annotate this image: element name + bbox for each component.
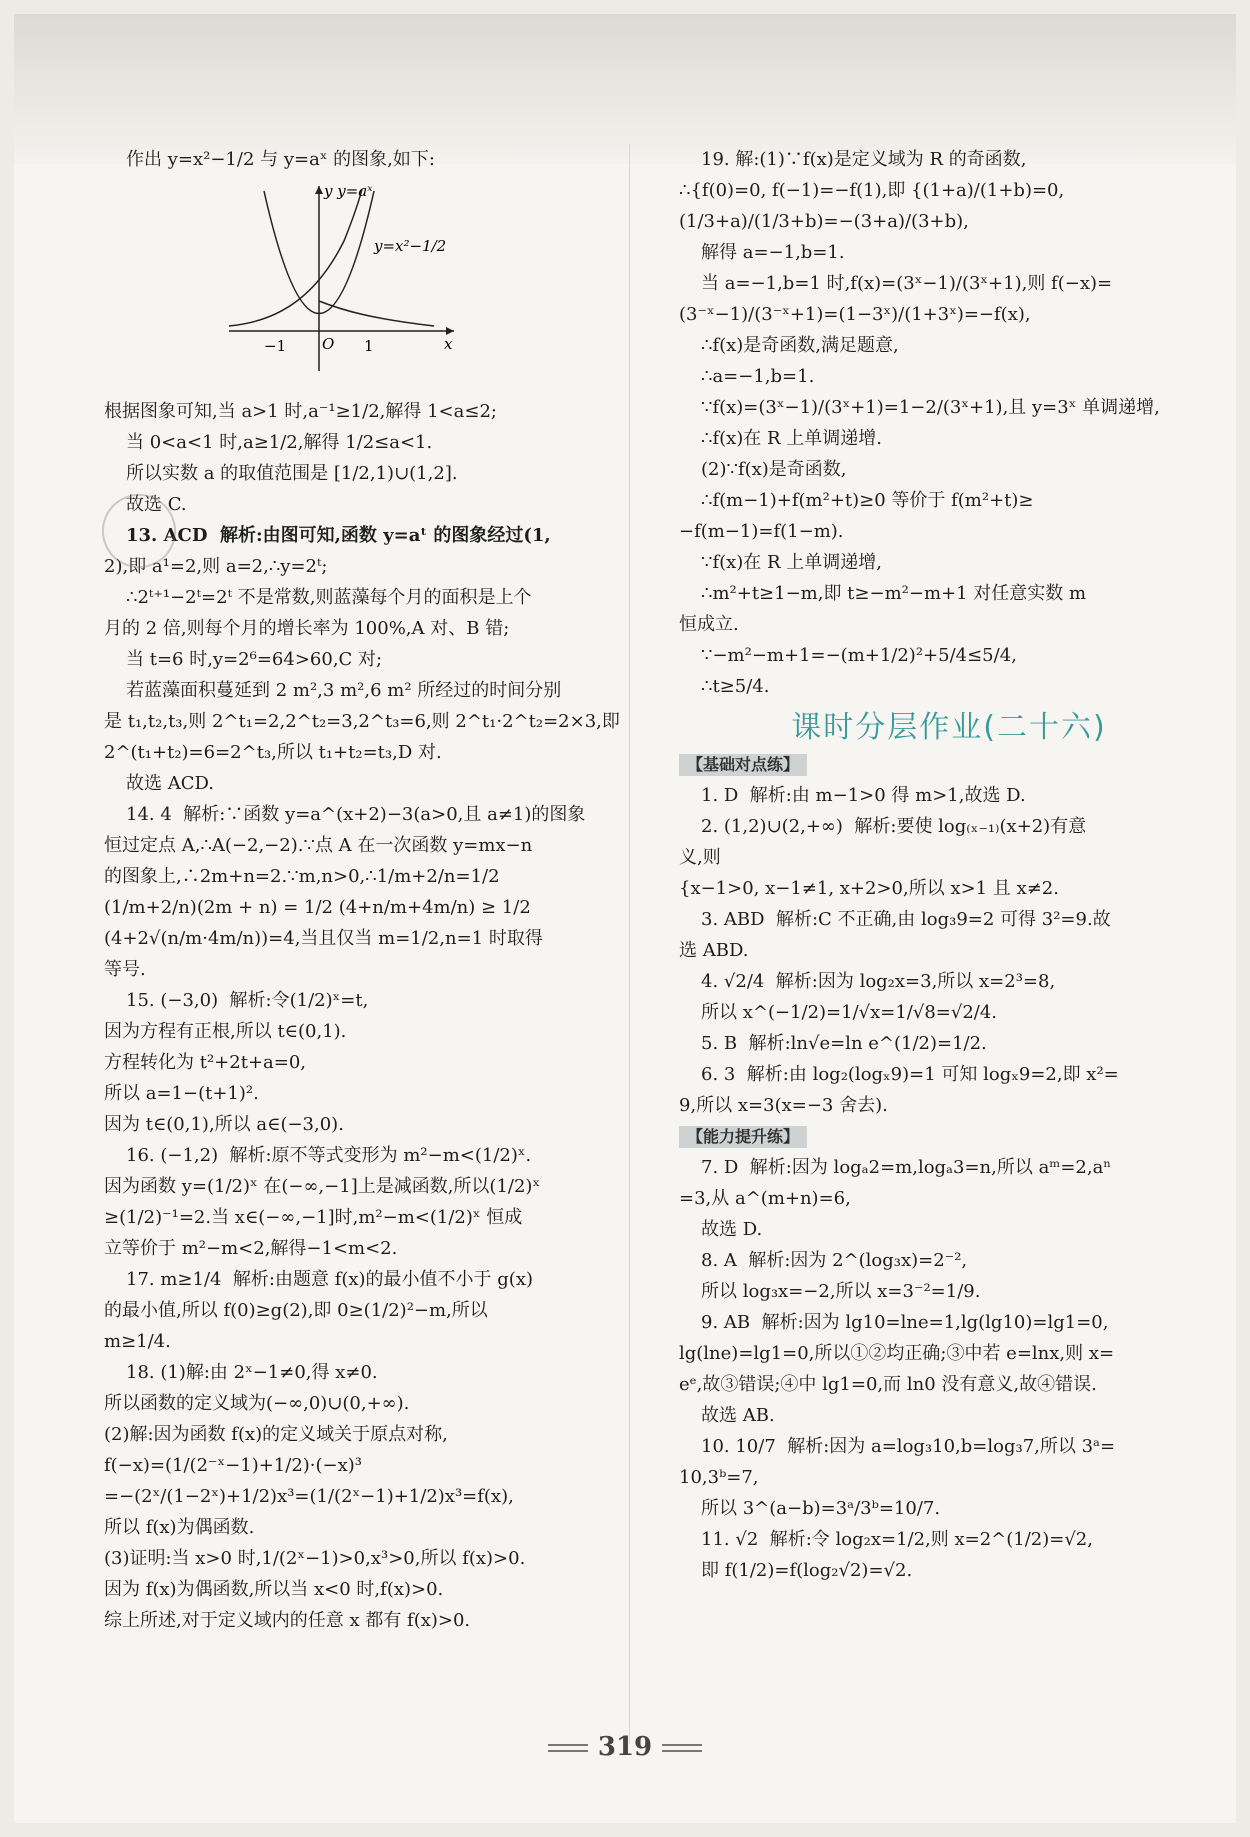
text-line: 当 0<a<1 时,a≥1/2,解得 1/2≤a<1. (126, 432, 433, 453)
text-line: (2)∵f(x)是奇函数, (701, 459, 847, 480)
text-line: 4. √2/4 解析:因为 log₂x=3,所以 x=2³=8, (701, 971, 1056, 992)
page-number-rule-left (548, 1744, 588, 1752)
text-line: ∴2ᵗ⁺¹−2ᵗ=2ᵗ 不是常数,则蓝藻每个月的面积是上个 (126, 587, 532, 608)
text-line: 所以 3^(a−b)=3ᵃ/3ᵇ=10/7. (701, 1498, 941, 1519)
text-line: 恒过定点 A,∴A(−2,−2).∵点 A 在一次函数 y=mx−n (104, 835, 533, 856)
text-line: 立等价于 m²−m<2,解得−1<m<2. (104, 1238, 398, 1259)
text-line: ∴a=−1,b=1. (701, 366, 815, 387)
text-line: 因为函数 y=(1/2)ˣ 在(−∞,−1]上是减函数,所以(1/2)ˣ (104, 1176, 541, 1197)
text-line: ∴t≥5/4. (701, 676, 770, 697)
page-number: 319 (597, 1732, 653, 1762)
graph-label-right: y=x²−1/2 (374, 237, 447, 255)
section-title: 课时分层作业(二十六) (791, 710, 1107, 745)
text-line: 5. B 解析:ln√e=ln e^(1/2)=1/2. (701, 1033, 987, 1054)
text-line: 10. 10/7 解析:因为 a=log₃10,b=log₃7,所以 3ᵃ= (701, 1436, 1116, 1457)
graph-svg (224, 181, 464, 376)
text-line: ≥(1/2)⁻¹=2.当 x∈(−∞,−1]时,m²−m<(1/2)ˣ 恒成 (104, 1207, 523, 1228)
text-line: 因为 f(x)为偶函数,所以当 x<0 时,f(x)>0. (104, 1579, 444, 1600)
text-line: 16. (−1,2) 解析:原不等式变形为 m²−m<(1/2)ˣ. (126, 1145, 532, 1166)
page-number-rule-right (662, 1744, 702, 1752)
text-line: ∴{f(0)=0, f(−1)=−f(1),即 {(1+a)/(1+b)=0, (1/3+a)/(1/3+b)=−(3+a)/(3+b), (679, 180, 1070, 232)
text-line: 所以函数的定义域为(−∞,0)∪(0,+∞). (104, 1393, 410, 1414)
text-line: 义,则 (679, 847, 721, 868)
text-line: 根据图象可知,当 a>1 时,a⁻¹≥1/2,解得 1<a≤2; (104, 401, 497, 422)
text-line: 18. (1)解:由 2ˣ−1≠0,得 x≠0. (126, 1362, 378, 1383)
tag-basic: 【基础对点练】 (679, 754, 807, 776)
text-line: ∵f(x)在 R 上单调递增, (701, 552, 883, 573)
text-line: 7. D 解析:因为 logₐ2=m,logₐ3=n,所以 aᵐ=2,aⁿ (701, 1157, 1112, 1178)
text-line: 选 ABD. (679, 940, 749, 961)
text-line: 因为 t∈(0,1),所以 a∈(−3,0). (104, 1114, 344, 1135)
text-line: 2),即 a¹=2,则 a=2,∴y=2ᵗ; (104, 556, 328, 577)
text-line: 当 a=−1,b=1 时,f(x)=(3ˣ−1)/(3ˣ+1),则 f(−x)= (701, 273, 1113, 294)
text-line: 所以 log₃x=−2,所以 x=3⁻²=1/9. (701, 1281, 981, 1302)
text-line: 2. (1,2)∪(2,+∞) 解析:要使 log₍ₓ₋₁₎(x+2)有意 (701, 816, 1087, 837)
text-line: 若蓝藻面积蔓延到 2 m²,3 m²,6 m² 所经过的时间分别 (126, 680, 562, 701)
text-line: 10,3ᵇ=7, (679, 1467, 759, 1488)
text-line: ∵−m²−m+1=−(m+1/2)²+5/4≤5/4, (701, 645, 1017, 666)
text-line: (3⁻ˣ−1)/(3⁻ˣ+1)=(1−3ˣ)/(1+3ˣ)=−f(x), (679, 304, 1031, 325)
text-line: 故选 D. (701, 1219, 763, 1240)
text-line: 的最小值,所以 f(0)≥g(2),即 0≥(1/2)²−m,所以 (104, 1300, 488, 1321)
text-line: ∴m²+t≥1−m,即 t≥−m²−m+1 对任意实数 m (701, 583, 1087, 604)
text-line: 13. ACD 解析:由图可知,函数 y=aᵗ 的图象经过(1, (126, 525, 551, 546)
text-line: 所以 a=1−(t+1)². (104, 1083, 259, 1104)
exponential-curve (229, 189, 362, 326)
text-line: 因为方程有正根,所以 t∈(0,1). (104, 1021, 347, 1042)
text-line: (3)证明:当 x>0 时,1/(2ˣ−1)>0,x³>0,所以 f(x)>0. (104, 1548, 526, 1569)
text-line: 故选 C. (126, 494, 187, 515)
text-line: 11. √2 解析:令 log₂x=1/2,则 x=2^(1/2)=√2, (701, 1529, 1093, 1550)
text-line: ∴f(m−1)+f(m²+t)≥0 等价于 f(m²+t)≥ (701, 490, 1034, 511)
graph-label-origin: O (322, 335, 335, 353)
text-line: m≥1/4. (104, 1331, 171, 1352)
exponential-curve-small (319, 301, 434, 326)
top-band (14, 14, 1236, 164)
tag-advanced: 【能力提升练】 (679, 1126, 807, 1148)
text-line: 8. A 解析:因为 2^(log₃x)=2⁻², (701, 1250, 968, 1271)
text-line: 是 t₁,t₂,t₃,则 2^t₁=2,2^t₂=3,2^t₃=6,则 2^t₁·2^t₂=2×3,即 (104, 711, 620, 732)
text-line: lg(lne)=lg1=0,所以①②均正确;③中若 e=lnx,则 x= (679, 1343, 1115, 1364)
left-column (104, 144, 644, 1636)
text-line: 所以 x^(−1/2)=1/√x=1/√8=√2/4. (701, 1002, 998, 1023)
text-line: 当 t=6 时,y=2⁶=64>60,C 对; (126, 649, 383, 670)
text-line: 1. D 解析:由 m−1>0 得 m>1,故选 D. (701, 785, 1026, 806)
text-line: eᵉ,故③错误;④中 lg1=0,而 ln0 没有意义,故④错误. (679, 1374, 1097, 1395)
text-line: 故选 ACD. (126, 773, 215, 794)
text-line: 所以实数 a 的取值范围是 [1/2,1)∪(1,2]. (126, 463, 458, 484)
graph-label-neg1: −1 (264, 337, 287, 355)
text-line: 14. 4 解析:∵函数 y=a^(x+2)−3(a>0,且 a≠1)的图象 (126, 804, 586, 825)
text-line: 的图象上,∴2m+n=2.∵m,n>0,∴1/m+2/n=1/2 (104, 866, 500, 887)
text-line: f(−x)=(1/(2⁻ˣ−1)+1/2)·(−x)³ (104, 1455, 363, 1476)
text-line: (1/m+2/n)(2m + n) = 1/2 (4+n/m+4m/n) ≥ 1/2 (104, 897, 531, 918)
text-line: 9,所以 x=3(x=−3 舍去). (679, 1095, 888, 1116)
text-line: 故选 AB. (701, 1405, 775, 1426)
text-line: 解得 a=−1,b=1. (701, 242, 845, 263)
function-graph (224, 181, 644, 386)
text-line: ∴f(x)是奇函数,满足题意, (701, 335, 899, 356)
page (14, 14, 1236, 1823)
graph-label-top: y y=aˣ (324, 182, 373, 200)
right-column (679, 144, 1219, 1586)
text-line: (2)解:因为函数 f(x)的定义域关于原点对称, (104, 1424, 448, 1445)
text-line: 恒成立. (679, 614, 739, 635)
text-line: 17. m≥1/4 解析:由题意 f(x)的最小值不小于 g(x) (126, 1269, 533, 1290)
text-line: =−(2ˣ/(1−2ˣ)+1/2)x³=(1/(2ˣ−1)+1/2)x³=f(x), (104, 1486, 514, 1507)
text-line: =3,从 a^(m+n)=6, (679, 1188, 851, 1209)
text-line: ∵f(x)=(3ˣ−1)/(3ˣ+1)=1−2/(3ˣ+1),且 y=3ˣ 单调递增, (701, 397, 1160, 418)
text-line: 月的 2 倍,则每个月的增长率为 100%,A 对、B 错; (104, 618, 510, 639)
text-line: −f(m−1)=f(1−m). (679, 521, 844, 542)
text-line: 方程转化为 t²+2t+a=0, (104, 1052, 307, 1073)
x-axis-arrow-icon (446, 327, 454, 335)
text-line: 19. 解:(1)∵f(x)是定义域为 R 的奇函数, (701, 149, 1027, 170)
text-line: ∴f(x)在 R 上单调递增. (701, 428, 883, 449)
text-line: 作出 y=x²−1/2 与 y=aˣ 的图象,如下: (126, 149, 435, 170)
text-line: 所以 f(x)为偶函数. (104, 1517, 255, 1538)
text-line: 2^(t₁+t₂)=6=2^t₃,所以 t₁+t₂=t₃,D 对. (104, 742, 442, 763)
text-line: {x−1>0, x−1≠1, x+2>0,所以 x>1 且 x≠2. (679, 878, 1059, 899)
text-line: (4+2√(n/m·4m/n))=4,当且仅当 m=1/2,n=1 时取得 (104, 928, 543, 949)
text-line: 3. ABD 解析:C 不正确,由 log₃9=2 可得 3²=9.故 (701, 909, 1111, 930)
graph-label-x: x (444, 335, 453, 353)
text-line: 即 f(1/2)=f(log₂√2)=√2. (701, 1560, 913, 1581)
text-line: 15. (−3,0) 解析:令(1/2)ˣ=t, (126, 990, 369, 1011)
graph-label-pos1: 1 (364, 337, 374, 355)
page-number-wrapper (14, 1732, 1236, 1762)
text-line: 综上所述,对于定义域内的任意 x 都有 f(x)>0. (104, 1610, 471, 1631)
y-axis-arrow-icon (315, 186, 323, 194)
text-line: 9. AB 解析:因为 lg10=lne=1,lg(lg10)=lg1=0, (701, 1312, 1109, 1333)
text-line: 6. 3 解析:由 log₂(logₓ9)=1 可知 logₓ9=2,即 x²= (701, 1064, 1119, 1085)
text-line: 等号. (104, 959, 146, 980)
